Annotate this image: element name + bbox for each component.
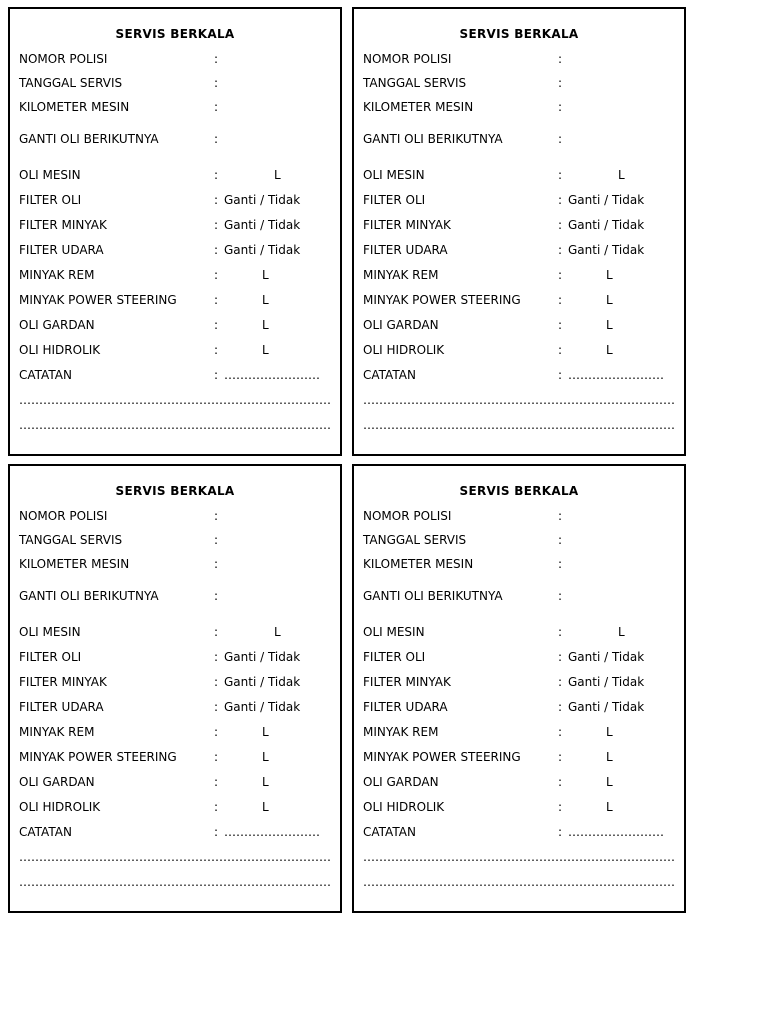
field-value[interactable]: L [606,268,613,282]
field-label: FILTER MINYAK [19,675,107,689]
field-row [363,725,683,739]
field-label: OLI GARDAN [363,318,439,332]
field-label: OLI MESIN [363,625,425,639]
field-separator: : [558,750,563,764]
service-card [352,7,686,456]
field-row [363,775,683,789]
field-row [363,625,683,639]
field-separator: : [558,52,563,66]
field-row [19,509,339,523]
field-label: OLI GARDAN [363,775,439,789]
field-separator: : [558,268,563,282]
field-separator: : [214,589,219,603]
field-value[interactable]: …………………… [224,368,320,382]
field-label: CATATAN [363,825,416,839]
field-separator: : [214,132,219,146]
field-label: TANGGAL SERVIS [19,76,123,90]
field-value[interactable]: …………………… [224,825,320,839]
field-separator: : [558,725,563,739]
field-value[interactable]: Ganti / Tidak [224,218,301,232]
field-row [363,650,683,664]
field-separator: : [558,675,563,689]
notes-line[interactable]: …………………………………………………………………… [19,393,331,407]
field-value[interactable]: L [262,725,269,739]
field-row [19,750,339,764]
field-row [363,675,683,689]
field-row [363,589,683,603]
field-row [19,293,339,307]
field-row [19,100,339,114]
field-row [19,243,339,257]
field-separator: : [214,343,219,357]
field-separator: : [558,293,563,307]
field-row [363,76,683,90]
field-label: NOMOR POLISI [363,509,452,523]
field-separator: : [558,775,563,789]
field-label: OLI HIDROLIK [363,343,445,357]
card-title: SERVIS BERKALA [459,27,579,41]
field-row [363,800,683,814]
field-row [19,318,339,332]
field-row [363,533,683,547]
field-separator: : [214,725,219,739]
field-value[interactable]: Ganti / Tidak [224,193,301,207]
field-row [19,368,339,382]
field-label: OLI MESIN [19,625,81,639]
field-separator: : [214,625,219,639]
field-separator: : [558,368,563,382]
field-label: FILTER UDARA [363,243,448,257]
field-row [19,675,339,689]
field-row [363,368,683,382]
field-value[interactable]: Ganti / Tidak [568,218,645,232]
field-label: CATATAN [19,368,72,382]
field-separator: : [558,218,563,232]
field-label: MINYAK POWER STEERING [363,750,521,764]
field-separator: : [558,132,563,146]
field-separator: : [558,589,563,603]
field-label: FILTER OLI [363,193,426,207]
field-separator: : [214,509,219,523]
field-row [19,825,339,839]
field-separator: : [558,625,563,639]
field-value[interactable]: L [262,343,269,357]
field-separator: : [214,76,219,90]
field-separator: : [558,509,563,523]
field-label: MINYAK REM [19,268,95,282]
field-label: KILOMETER MESIN [19,100,130,114]
notes-line[interactable]: …………………………………………………………………… [363,393,675,407]
service-card [8,464,342,913]
field-separator: : [214,100,219,114]
field-label: GANTI OLI BERIKUTNYA [363,589,503,603]
field-value[interactable]: Ganti / Tidak [568,675,645,689]
notes-line[interactable]: …………………………………………………………………… [19,875,331,889]
field-value[interactable]: L [606,343,613,357]
field-row [19,625,339,639]
field-label: OLI HIDROLIK [19,343,101,357]
field-value[interactable]: Ganti / Tidak [568,700,645,714]
field-separator: : [558,343,563,357]
field-label: OLI GARDAN [19,318,95,332]
field-row [19,589,339,603]
field-row [19,700,339,714]
field-separator: : [214,557,219,571]
field-label: GANTI OLI BERIKUTNYA [19,589,159,603]
field-value[interactable]: Ganti / Tidak [224,700,301,714]
field-label: FILTER UDARA [19,700,104,714]
field-separator: : [214,800,219,814]
field-label: NOMOR POLISI [19,52,108,66]
field-separator: : [214,775,219,789]
field-row [19,268,339,282]
field-label: FILTER UDARA [19,243,104,257]
card-title: SERVIS BERKALA [115,27,235,41]
field-value[interactable]: L [262,800,269,814]
field-label: GANTI OLI BERIKUTNYA [363,132,503,146]
field-separator: : [558,243,563,257]
field-label: GANTI OLI BERIKUTNYA [19,132,159,146]
notes-line[interactable]: …………………………………………………………………… [363,875,675,889]
field-separator: : [214,825,219,839]
field-label: FILTER OLI [19,650,82,664]
field-value[interactable]: Ganti / Tidak [224,650,301,664]
field-separator: : [214,700,219,714]
card-title: SERVIS BERKALA [459,484,579,498]
field-separator: : [558,76,563,90]
field-separator: : [214,318,219,332]
field-separator: : [214,268,219,282]
field-value[interactable]: L [262,750,269,764]
field-label: NOMOR POLISI [19,509,108,523]
field-label: CATATAN [19,825,72,839]
field-value[interactable]: L [274,625,281,639]
field-label: FILTER MINYAK [363,218,451,232]
field-value[interactable]: L [606,800,613,814]
field-label: MINYAK REM [19,725,95,739]
field-value[interactable]: …………………… [568,368,664,382]
field-value[interactable]: Ganti / Tidak [224,243,301,257]
field-separator: : [214,750,219,764]
field-value[interactable]: L [262,268,269,282]
field-value[interactable]: Ganti / Tidak [224,675,301,689]
field-value[interactable]: Ganti / Tidak [568,193,645,207]
field-row [363,825,683,839]
field-label: MINYAK REM [363,725,439,739]
field-value[interactable]: L [618,168,625,182]
field-row [363,343,683,357]
field-row [19,52,339,66]
field-label: FILTER OLI [363,650,426,664]
notes-line[interactable]: …………………………………………………………………… [363,418,675,432]
field-value[interactable]: L [262,775,269,789]
field-row [363,509,683,523]
field-separator: : [214,168,219,182]
field-value[interactable]: Ganti / Tidak [568,243,645,257]
field-label: TANGGAL SERVIS [363,533,467,547]
field-row [19,557,339,571]
field-label: MINYAK POWER STEERING [19,293,177,307]
field-row [19,76,339,90]
field-value[interactable]: L [606,775,613,789]
field-row [363,700,683,714]
field-value[interactable]: Ganti / Tidak [568,650,645,664]
field-row [363,218,683,232]
field-row [363,293,683,307]
field-separator: : [558,318,563,332]
field-label: KILOMETER MESIN [363,100,474,114]
field-separator: : [214,243,219,257]
field-row [19,343,339,357]
service-card [352,464,686,913]
field-separator: : [214,675,219,689]
field-row [19,800,339,814]
service-card [8,7,342,456]
field-label: MINYAK POWER STEERING [363,293,521,307]
field-row [19,775,339,789]
field-separator: : [558,700,563,714]
card-title: SERVIS BERKALA [115,484,235,498]
field-row [363,318,683,332]
field-label: TANGGAL SERVIS [19,533,123,547]
field-label: CATATAN [363,368,416,382]
field-separator: : [558,650,563,664]
field-row [363,168,683,182]
field-value[interactable]: L [606,725,613,739]
field-value[interactable]: …………………… [568,825,664,839]
notes-line[interactable]: …………………………………………………………………… [19,418,331,432]
field-label: MINYAK POWER STEERING [19,750,177,764]
field-separator: : [558,557,563,571]
field-row [19,725,339,739]
field-label: FILTER MINYAK [363,675,451,689]
notes-line[interactable]: …………………………………………………………………… [19,850,331,864]
field-row [363,52,683,66]
field-label: FILTER UDARA [363,700,448,714]
field-label: KILOMETER MESIN [19,557,130,571]
field-value[interactable]: L [618,625,625,639]
field-separator: : [214,650,219,664]
field-row [363,193,683,207]
field-row [363,557,683,571]
field-separator: : [214,293,219,307]
field-row [19,650,339,664]
field-label: OLI HIDROLIK [19,800,101,814]
field-row [19,193,339,207]
field-value[interactable]: L [262,293,269,307]
field-label: NOMOR POLISI [363,52,452,66]
field-separator: : [214,533,219,547]
field-separator: : [558,193,563,207]
field-value[interactable]: L [606,293,613,307]
field-row [363,243,683,257]
field-label: OLI MESIN [363,168,425,182]
notes-line[interactable]: …………………………………………………………………… [363,850,675,864]
field-row [19,168,339,182]
field-label: FILTER MINYAK [19,218,107,232]
field-separator: : [214,368,219,382]
field-value[interactable]: L [274,168,281,182]
field-row [19,218,339,232]
field-separator: : [558,800,563,814]
field-value[interactable]: L [606,750,613,764]
field-separator: : [558,168,563,182]
field-row [363,132,683,146]
field-separator: : [558,533,563,547]
field-value[interactable]: L [606,318,613,332]
field-label: TANGGAL SERVIS [363,76,467,90]
field-row [363,268,683,282]
field-row [19,132,339,146]
field-separator: : [558,825,563,839]
field-label: MINYAK REM [363,268,439,282]
field-label: KILOMETER MESIN [363,557,474,571]
field-row [363,100,683,114]
field-label: OLI GARDAN [19,775,95,789]
field-separator: : [214,218,219,232]
field-row [363,750,683,764]
field-label: FILTER OLI [19,193,82,207]
field-label: OLI HIDROLIK [363,800,445,814]
field-label: OLI MESIN [19,168,81,182]
field-separator: : [214,52,219,66]
field-separator: : [214,193,219,207]
field-value[interactable]: L [262,318,269,332]
field-separator: : [558,100,563,114]
field-row [19,533,339,547]
